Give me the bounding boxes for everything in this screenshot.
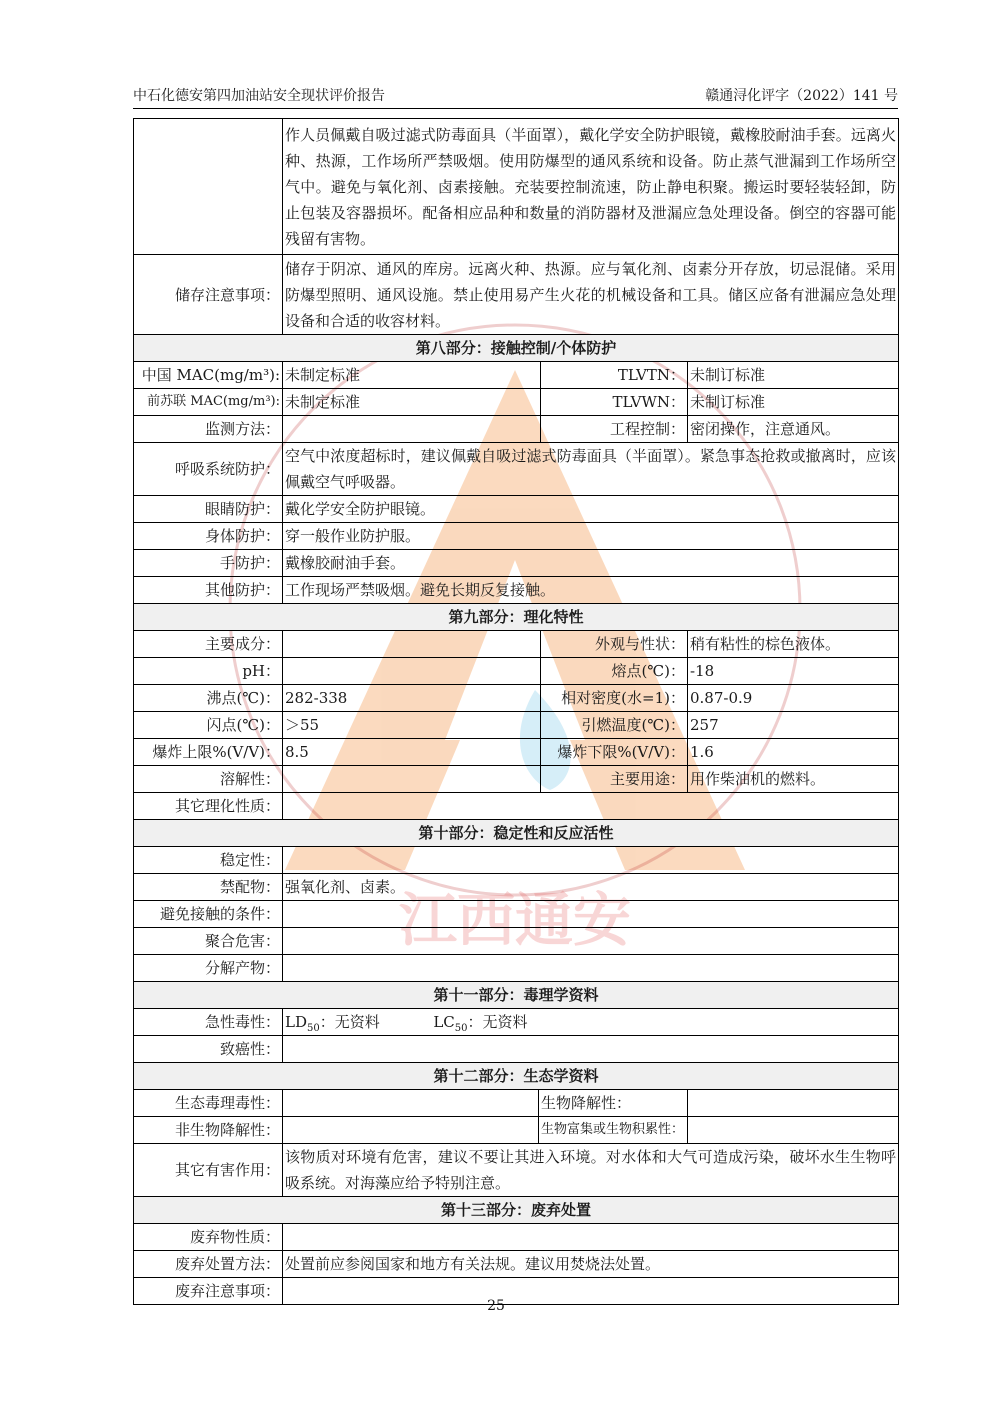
waste-notice-value	[283, 1278, 899, 1305]
hand-label: 手防护：	[134, 550, 283, 577]
lower-limit-value: 1.6	[688, 739, 899, 766]
boiling-label: 沸点(℃)：	[134, 685, 283, 712]
table-row	[134, 550, 899, 577]
tlvwn-value: 未制订标准	[688, 389, 899, 416]
section-title-11: 第十一部分：毒理学资料	[134, 982, 899, 1009]
table-row	[134, 685, 899, 712]
table-row	[134, 928, 899, 955]
table-row	[134, 416, 899, 443]
tlvtn-label: TLVTN：	[541, 362, 688, 389]
watermark-text: 江西通安	[398, 886, 632, 954]
eng-control-value: 密闭操作，注意通风。	[688, 416, 899, 443]
waste-nature-label: 废弃物性质：	[134, 1224, 283, 1251]
table-row	[134, 793, 899, 820]
table-row	[134, 362, 899, 389]
mac-cn-label: 中国 MAC(mg/m³):	[134, 362, 283, 389]
table-row	[134, 847, 899, 874]
eye-label: 眼睛防护：	[134, 496, 283, 523]
table-row	[134, 1036, 899, 1063]
density-value: 0.87-0.9	[688, 685, 899, 712]
body-value: 穿一般作业防护服。	[283, 523, 899, 550]
monitor-label: 监测方法：	[134, 416, 283, 443]
table-row	[134, 1009, 899, 1036]
lc50: $LC_{50}$：无资料	[433, 1013, 528, 1034]
waste-notice-label: 废弃注意事项：	[134, 1278, 283, 1305]
table-row	[134, 1278, 899, 1305]
eng-control-label: 工程控制：	[541, 416, 688, 443]
ld50: $LD_{50}$：无资料	[285, 1013, 380, 1034]
table-row	[134, 1224, 899, 1251]
ignition-value: 257	[688, 712, 899, 739]
upper-limit-value: 8.5	[283, 739, 541, 766]
table-row	[134, 874, 899, 901]
acute-value	[283, 1009, 899, 1036]
table-row	[134, 1090, 899, 1117]
solubility-label: 溶解性：	[134, 766, 283, 793]
lower-limit-label: 爆炸下限%(V/V)：	[541, 739, 688, 766]
handling-label-cell	[134, 119, 283, 255]
acute-label: 急性毒性：	[134, 1009, 283, 1036]
table-row	[134, 255, 899, 335]
report-number: 赣通浔化评字（2022）141 号	[705, 88, 898, 104]
polymer-label: 聚合危害：	[134, 928, 283, 955]
table-row	[134, 766, 899, 793]
resp-value: 空气中浓度超标时，建议佩戴自吸过滤式防毒面具（半面罩）。紧急事态抢救或撤离时，应该佩戴空气呼吸器。	[283, 443, 899, 496]
appearance-label: 外观与性状：	[541, 631, 688, 658]
table-row	[134, 631, 899, 658]
stability-label: 稳定性：	[134, 847, 283, 874]
page-header	[133, 86, 898, 109]
eco-other-value: 该物质对环境有危害，建议不要让其进入环境。对水体和大气可造成污染，破坏水生生物呼吸系统。对海藻应给予特别注意。	[283, 1144, 899, 1197]
biodeg-label: 生物降解性：	[539, 1090, 688, 1117]
ecotox-label: 生态毒理毒性：	[134, 1090, 283, 1117]
tlvtn-value: 未制订标准	[688, 362, 899, 389]
eco-other-label: 其它有害作用：	[134, 1144, 283, 1197]
bioacc-value	[688, 1117, 899, 1144]
mac-cn-value: 未制定标准	[283, 362, 541, 389]
tlvwn-label: TLVWN：	[541, 389, 688, 416]
solubility-value	[283, 766, 541, 793]
nonbiodeg-value	[283, 1117, 539, 1144]
incompat-value: 强氧化剂、卤素。	[283, 874, 899, 901]
upper-limit-label: 爆炸上限%(V/V)：	[134, 739, 283, 766]
ph-label: pH：	[134, 658, 283, 685]
polymer-value	[283, 928, 899, 955]
avoid-label: 避免接触的条件：	[134, 901, 283, 928]
section-title-10: 第十部分：稳定性和反应活性	[134, 820, 899, 847]
page-number: 25	[487, 1298, 505, 1314]
other-prop-value	[283, 793, 899, 820]
table-row	[134, 443, 899, 496]
storage-text: 储存于阴凉、通风的库房。远离火种、热源。应与氧化剂、卤素分开存放，切忌混储。采用防爆型照明、通风设施。禁止使用易产生火花的机械设备和工具。储区应备有泄漏应急处理设备和合适的收容材料。	[283, 255, 899, 335]
table-row	[134, 389, 899, 416]
carcino-label: 致癌性：	[134, 1036, 283, 1063]
mac-su-value: 未制定标准	[283, 389, 541, 416]
biodeg-value	[688, 1090, 899, 1117]
table-row	[134, 955, 899, 982]
carcino-value	[283, 1036, 899, 1063]
body-label: 身体防护：	[134, 523, 283, 550]
other-prop-label: 其它理化性质：	[134, 793, 283, 820]
incompat-label: 禁配物：	[134, 874, 283, 901]
other-protect-value: 工作现场严禁吸烟。避免长期反复接触。	[283, 577, 899, 604]
storage-label: 储存注意事项：	[134, 255, 283, 335]
decomp-value	[283, 955, 899, 982]
boiling-value: 282-338	[283, 685, 541, 712]
table-row	[134, 119, 899, 255]
resp-label: 呼吸系统防护：	[134, 443, 283, 496]
appearance-value: 稍有粘性的棕色液体。	[688, 631, 899, 658]
density-label: 相对密度(水=1)：	[541, 685, 688, 712]
main-comp-value	[283, 631, 541, 658]
table-row	[134, 577, 899, 604]
table-row	[134, 523, 899, 550]
section-title-9: 第九部分：理化特性	[134, 604, 899, 631]
monitor-value	[283, 416, 541, 443]
ph-value	[283, 658, 541, 685]
avoid-value	[283, 901, 899, 928]
table-row	[134, 712, 899, 739]
eye-value: 戴化学安全防护眼镜。	[283, 496, 899, 523]
waste-method-value: 处置前应参阅国家和地方有关法规。建议用焚烧法处置。	[283, 1251, 899, 1278]
ignition-label: 引燃温度(℃)：	[541, 712, 688, 739]
waste-nature-value	[283, 1224, 899, 1251]
table-row	[134, 901, 899, 928]
main-comp-label: 主要成分：	[134, 631, 283, 658]
msds-table	[133, 118, 899, 1305]
mac-su-label: 前苏联 MAC(mg/m³):	[134, 389, 283, 416]
other-protect-label: 其他防护：	[134, 577, 283, 604]
nonbiodeg-label: 非生物降解性：	[134, 1117, 283, 1144]
waste-method-label: 废弃处置方法：	[134, 1251, 283, 1278]
table-row	[134, 658, 899, 685]
report-title: 中石化德安第四加油站安全现状评价报告	[133, 88, 385, 104]
bioacc-label: 生物富集或生物积累性：	[539, 1117, 688, 1144]
handling-text: 作人员佩戴自吸过滤式防毒面具（半面罩），戴化学安全防护眼镜，戴橡胶耐油手套。远离火种、热源，工作场所严禁吸烟。使用防爆型的通风系统和设备。防止蒸气泄漏到工作场所空气中。避免与氧化剂、卤素接触。充装要控制流速，防止静电积聚。搬运时要轻装轻卸，防止包装及容器损坏。配备相应品种和数量的消防器材及泄漏应急处理设备。倒空的容器可能残留有害物。	[283, 119, 899, 255]
ecotox-value	[283, 1090, 539, 1117]
table-row	[134, 1144, 899, 1197]
table-row	[134, 739, 899, 766]
use-value: 用作柴油机的燃料。	[688, 766, 899, 793]
flash-value: ＞55	[283, 712, 541, 739]
section-title-12: 第十二部分：生态学资料	[134, 1063, 899, 1090]
hand-value: 戴橡胶耐油手套。	[283, 550, 899, 577]
melting-label: 熔点(℃)：	[541, 658, 688, 685]
section-title-8: 第八部分：接触控制/个体防护	[134, 335, 899, 362]
melting-value: -18	[688, 658, 899, 685]
decomp-label: 分解产物：	[134, 955, 283, 982]
table-row	[134, 1251, 899, 1278]
section-title-13: 第十三部分：废弃处置	[134, 1197, 899, 1224]
table-row	[134, 496, 899, 523]
stability-value	[283, 847, 899, 874]
use-label: 主要用途：	[541, 766, 688, 793]
table-row	[134, 1117, 899, 1144]
flash-label: 闪点(℃)：	[134, 712, 283, 739]
